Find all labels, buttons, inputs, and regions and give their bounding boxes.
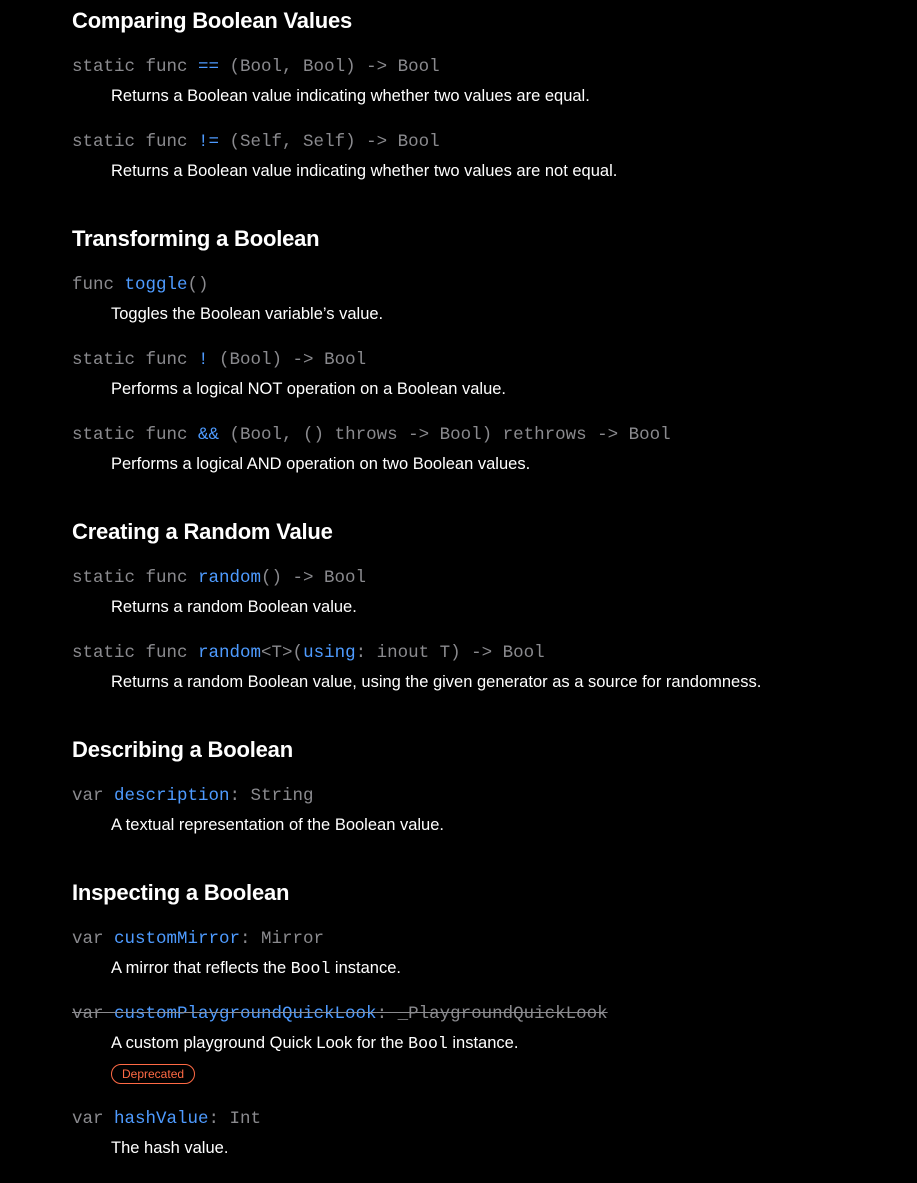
topic-not-operator	[72, 348, 506, 400]
topic-custom-playground-quick-look	[72, 1002, 608, 1084]
declaration-link[interactable]: static func random() -> Bool	[72, 568, 367, 588]
topic-abstract: A custom playground Quick Look for the Bool instance.	[111, 1034, 519, 1053]
declaration-link[interactable]: var description: String	[72, 786, 314, 806]
symbol-name[interactable]: random	[198, 643, 262, 663]
section-title-transforming: Transforming a Boolean	[72, 226, 320, 251]
topic-abstract: The hash value.	[111, 1139, 229, 1157]
symbol-name[interactable]: !=	[198, 132, 220, 152]
declaration-link[interactable]: static func && (Bool, () throws -> Bool) rethrows -> Bool	[72, 425, 671, 445]
section-title-inspecting: Inspecting a Boolean	[72, 880, 290, 905]
section-title-random: Creating a Random Value	[72, 519, 333, 544]
deprecated-badge: Deprecated	[111, 1064, 195, 1084]
declaration-link[interactable]: func toggle()	[72, 275, 209, 295]
topic-random-using	[72, 641, 761, 693]
topic-abstract: Toggles the Boolean variable’s value.	[111, 305, 384, 323]
topic-abstract: Performs a logical AND operation on two Boolean values.	[111, 455, 531, 473]
declaration-link[interactable]: static func random<T>(using: inout T) -> Bool	[72, 643, 545, 663]
topic-abstract: A textual representation of the Boolean value.	[111, 816, 444, 834]
topic-abstract: Returns a Boolean value indicating whether two values are equal.	[111, 87, 590, 105]
topic-hash-value	[72, 1107, 261, 1159]
topic-toggle	[72, 273, 383, 325]
topic-abstract: A mirror that reflects the Bool instance.	[111, 959, 401, 978]
symbol-name[interactable]: &&	[198, 425, 220, 445]
declaration-link[interactable]: var customMirror: Mirror	[72, 929, 325, 949]
symbol-name[interactable]: hashValue	[114, 1109, 209, 1129]
symbol-name[interactable]: customMirror	[114, 929, 241, 949]
parameter-label[interactable]: using	[303, 643, 356, 663]
symbol-name[interactable]: random	[198, 568, 262, 588]
declaration-link[interactable]: var customPlaygroundQuickLook: _PlaygroundQuickLook	[72, 1004, 608, 1024]
symbol-name[interactable]: !	[198, 350, 209, 370]
section-title-describing: Describing a Boolean	[72, 737, 293, 762]
declaration-link[interactable]: static func != (Self, Self) -> Bool	[72, 132, 440, 152]
topic-description	[72, 784, 444, 836]
topic-not-equal-operator	[72, 130, 617, 182]
inline-code: Bool	[290, 959, 331, 978]
symbol-name[interactable]: toggle	[124, 275, 188, 295]
topic-abstract: Performs a logical NOT operation on a Boolean value.	[111, 380, 507, 398]
declaration-link[interactable]: var hashValue: Int	[72, 1109, 262, 1129]
declaration-link[interactable]: static func ! (Bool) -> Bool	[72, 350, 367, 370]
topic-random	[72, 566, 366, 618]
topic-abstract: Returns a random Boolean value.	[111, 598, 357, 616]
topic-abstract: Returns a random Boolean value, using the given generator as a source for randomness.	[111, 673, 762, 691]
symbol-name[interactable]: ==	[198, 57, 220, 77]
topic-custom-mirror	[72, 927, 401, 980]
symbol-name[interactable]: customPlaygroundQuickLook	[114, 1004, 377, 1024]
topic-equal-operator	[72, 55, 590, 107]
inline-code: Bool	[408, 1034, 448, 1053]
section-title-comparing: Comparing Boolean Values	[72, 8, 353, 33]
topic-and-operator	[72, 423, 671, 475]
declaration-link[interactable]: static func == (Bool, Bool) -> Bool	[72, 57, 440, 77]
topic-abstract: Returns a Boolean value indicating whether two values are not equal.	[111, 162, 618, 180]
symbol-name[interactable]: description	[114, 786, 230, 806]
